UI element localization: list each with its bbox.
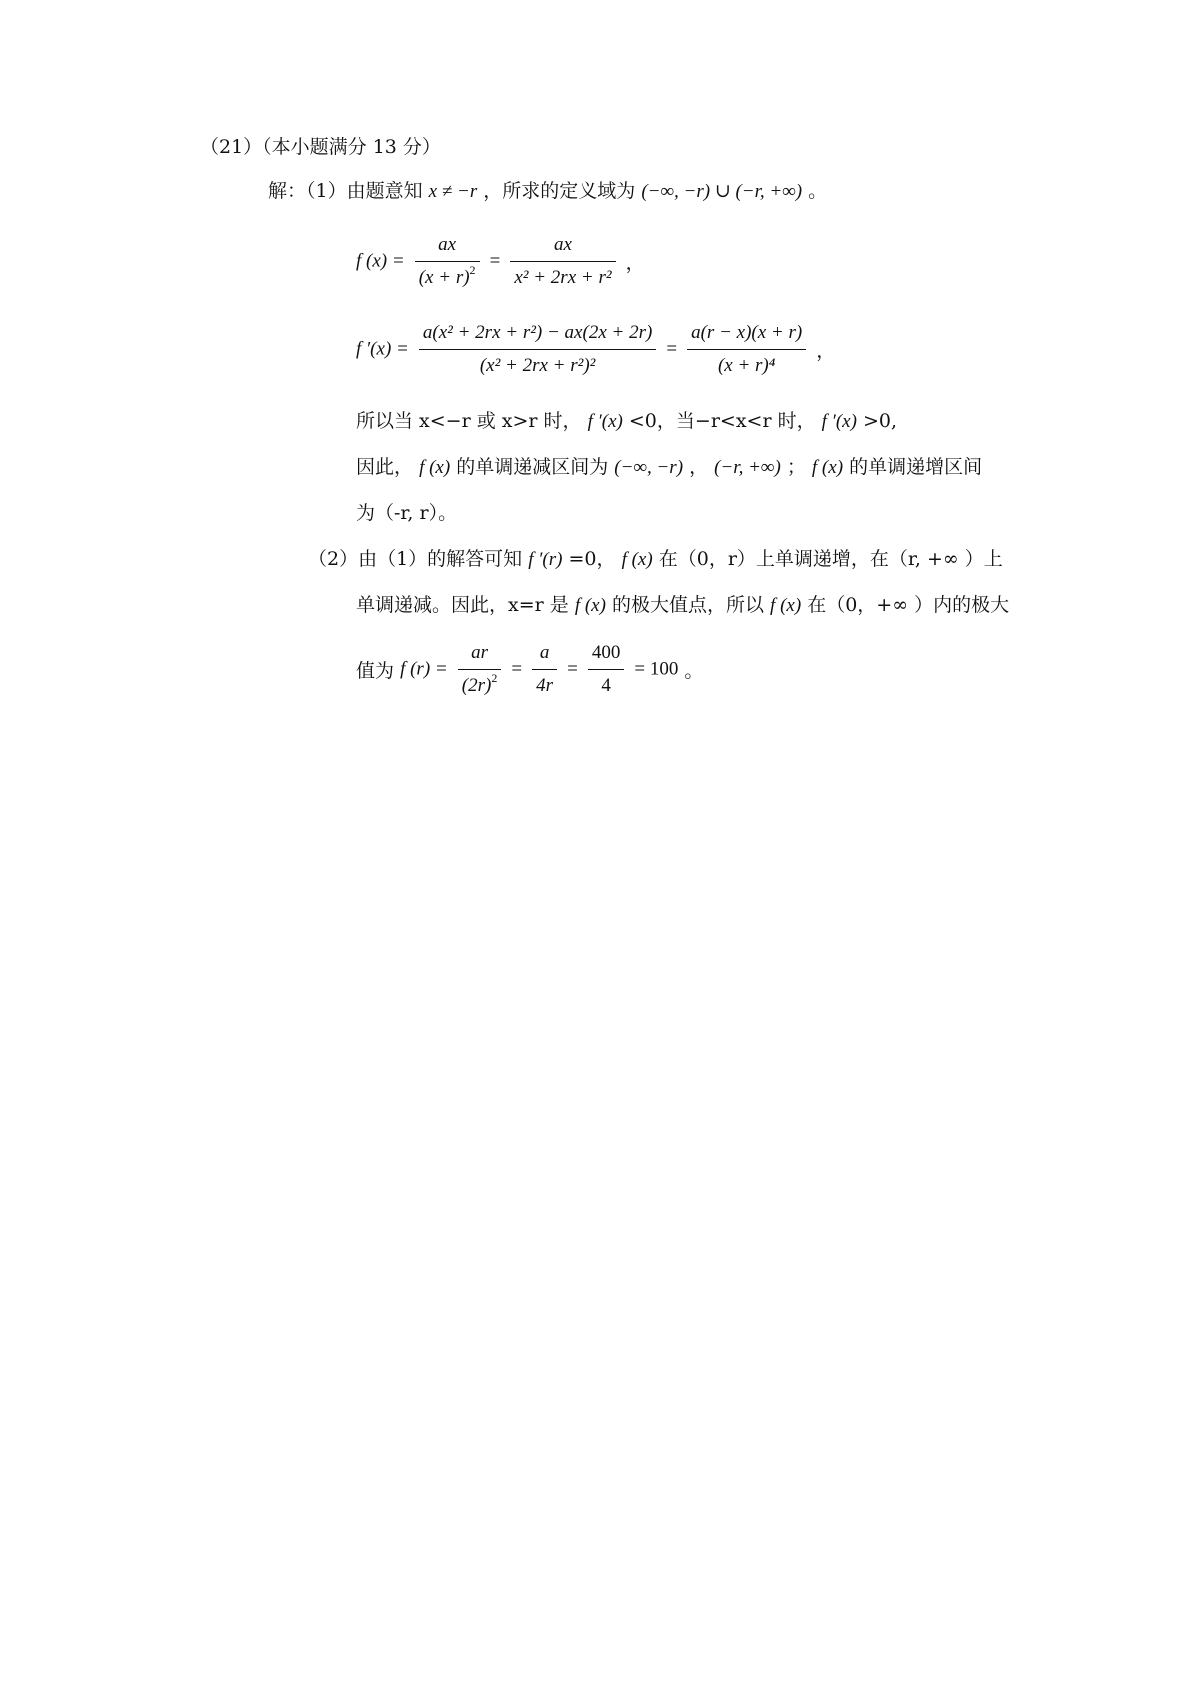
dec-text-a: 因此， bbox=[356, 456, 414, 478]
part2-text-d: 单调递减。因此，x=r 是 bbox=[356, 594, 569, 616]
domain-interval: (−∞, −r) ∪ (−r, +∞) bbox=[641, 181, 803, 202]
numerator: 400 bbox=[588, 640, 625, 670]
denominator-exponent: 2 bbox=[469, 263, 476, 277]
fraction-ax-over-expanded bbox=[510, 232, 615, 291]
fraction-quotient-rule bbox=[419, 320, 656, 379]
denominator-base: (x + r) bbox=[418, 267, 470, 288]
part1-lead: 解：（1）由题意知 bbox=[268, 180, 423, 202]
f-x-symbol: f (x) bbox=[574, 595, 606, 616]
domain-text: ，所求的定义域为 bbox=[483, 180, 636, 202]
part2-line-2 bbox=[356, 590, 1009, 621]
f-x-lhs: f (x) = bbox=[356, 250, 405, 272]
denominator: x² + 2rx + r² bbox=[514, 267, 612, 288]
sign-analysis-line bbox=[356, 406, 897, 437]
fraction-400-over-4 bbox=[588, 640, 625, 699]
derivative-equation: f ′(x) = $\frac{\text{a(x² + 2rx + r²) − ax(2x + 2r)}}{\text{(x² + 2rx + r²)²}}$ = $\frac{a(r - x)(x + r)}{\text{(x + r)⁴}}$ ， bbox=[356, 320, 835, 379]
sign-text-a: 所以当 x<−r 或 x>r 时， bbox=[356, 410, 582, 432]
dec-text-b: 的单调递减区间为 bbox=[456, 456, 609, 478]
fraction-simplified bbox=[687, 320, 806, 379]
f-x-symbol: f (x) bbox=[419, 457, 451, 478]
denominator: 4 bbox=[601, 675, 611, 696]
fraction-ax-over-square bbox=[415, 232, 480, 291]
interval-2: (−r, +∞) bbox=[714, 457, 781, 478]
f-x-symbol: f (x) bbox=[621, 549, 653, 570]
f-x-symbol: f (x) bbox=[811, 457, 844, 478]
part2-text-f: 在（0，+∞ ）内的极大 bbox=[807, 594, 1010, 616]
equation-comma: ， bbox=[625, 252, 645, 274]
f-prime-symbol: f ′(x) bbox=[587, 411, 623, 432]
denominator-exponent: 2 bbox=[491, 671, 498, 685]
monotonic-decreasing-line bbox=[356, 452, 982, 483]
numerator: a bbox=[532, 640, 557, 670]
f-prime-lhs: f ′(x) = bbox=[356, 338, 409, 360]
fraction-ar-over-2r-squared bbox=[458, 640, 502, 699]
denominator: (x² + 2rx + r²)² bbox=[479, 355, 596, 376]
part2-text-b: =0， bbox=[568, 548, 616, 570]
sign-text-c: >0, bbox=[862, 410, 898, 432]
part1-intro-line bbox=[268, 176, 827, 207]
domain-end: 。 bbox=[808, 180, 828, 202]
max-lead-text: 值为 bbox=[356, 660, 395, 682]
f-prime-r-symbol: f ′(r) bbox=[528, 549, 563, 570]
monotonic-increasing-line: 为（-r, r）。 bbox=[356, 502, 458, 524]
f-prime-symbol: f ′(x) bbox=[821, 411, 857, 432]
numerator: a(r − x)(x + r) bbox=[687, 320, 806, 350]
numerator: ax bbox=[415, 232, 480, 262]
numerator: ar bbox=[458, 640, 502, 670]
denominator bbox=[415, 262, 480, 291]
numerator: ax bbox=[510, 232, 615, 262]
f-r-lhs: f (r) = bbox=[400, 658, 448, 680]
sign-text-b: <0，当−r<x<r 时， bbox=[628, 410, 816, 432]
fraction-a-over-4r bbox=[532, 640, 557, 699]
function-equation: f (x) = $\frac{ax}{(x + r)^2}$ = $\frac{ax}{\text{x² + 2rx + r²}}$ ， bbox=[356, 232, 645, 291]
denominator: (x + r)⁴ bbox=[717, 355, 776, 376]
part2-text-c: 在（0，r）上单调递增，在（r, +∞ ）上 bbox=[658, 548, 1003, 570]
domain-condition: x ≠ −r bbox=[428, 181, 478, 202]
part2-text-a: （2）由（1）的解答可知 bbox=[308, 548, 523, 570]
dec-text-e: 的单调递增区间 bbox=[849, 456, 983, 478]
dec-semicolon: ； bbox=[786, 456, 806, 478]
denominator bbox=[458, 670, 502, 699]
final-result: = 100 bbox=[634, 658, 679, 680]
dec-comma: ， bbox=[689, 456, 709, 478]
denominator-base: (2r) bbox=[461, 675, 492, 696]
numerator: a(x² + 2rx + r²) − ax(2x + 2r) bbox=[419, 320, 656, 350]
interval-1: (−∞, −r) bbox=[614, 457, 684, 478]
f-x-symbol: f (x) bbox=[770, 595, 802, 616]
final-end: 。 bbox=[684, 660, 704, 682]
equation-comma: ， bbox=[816, 340, 836, 362]
part2-line-1 bbox=[308, 544, 1003, 575]
maximum-value-equation: 值为 f (r) = $\frac{ar}{(2r)^2}$ = $\frac{a}{4r}$ = $\frac{400}{4}$ = 100 。 bbox=[356, 640, 703, 699]
problem-header: （21）（本小题满分 13 分） bbox=[200, 136, 441, 158]
part2-text-e: 的极大值点，所以 bbox=[611, 594, 764, 616]
denominator: 4r bbox=[536, 675, 554, 696]
